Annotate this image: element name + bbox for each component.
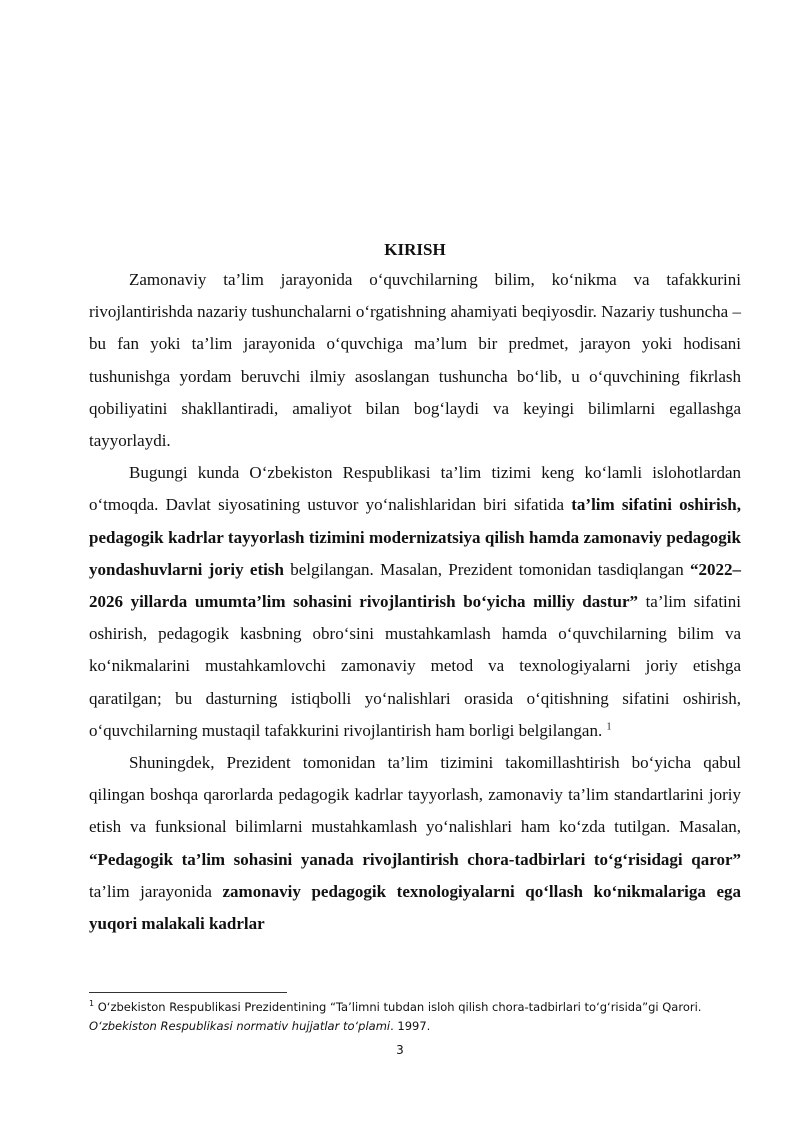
main-text <box>89 236 741 940</box>
footnote <box>89 998 741 1036</box>
paragraph-3-bold-b: zamonaviy pedagogik texnologiyalarni qo‘llash ko‘nikmalariga ega yuqori malakali kadrlar <box>89 881 742 934</box>
paragraph-3-bold-a: “Pedagogik ta’lim sohasini yanada rivojlantirish chora-tadbirlari to‘g‘risidagi qaror” <box>89 849 741 869</box>
paragraph-2-bold-b: “2022–2026 yillarda umumta’lim sohasini rivojlantirish bo‘yicha milliy dastur” <box>89 559 742 612</box>
page-number: 3 <box>396 1043 404 1057</box>
paragraph-2-bold-a: ta’lim sifatini oshirish, pedagogik kadrlar tayyorlash tizimini modernizatsiya qilish hamda zamonaviy pedagogik yondashuvlarni joriy etish <box>89 495 742 579</box>
paragraph-1: Zamonaviy ta’lim jarayonida o‘quvchilarning bilim, ko‘nikma va tafakkurini rivojlantirishda nazariy tushunchalarni o‘rgatishning ahamiyati beqiyosdir. Nazariy tushuncha – bu fan yoki ta’lim jarayonida o‘quvchiga ma’lum bir predmet, jarayon yoki hodisani tushunishga yordam beruvchi ilmiy asoslangan tushuncha bo‘lib, u o‘quvchining fikrlash qobiliyatini shakllantiradi, amaliyot bilan bog‘laydi va keyingi bilimlarni egallashga tayyorlaydi. <box>89 270 741 451</box>
paragraph-2-text-c: ta’lim sifatini oshirish, pedagogik kasbning obro‘sini mustahkamlash hamda o‘quvchilarning bilim va ko‘nikmalarini mustahkamlovchi zamonaviy metod va texnologiyalarni joriy etishga qaratilgan; bu dasturning istiqbolli yo‘nalishlari orasida o‘qitishning sifatini oshirish, o‘quvchilarning mustaqil tafakkurini rivojlantirish ham borligi belgilangan. <box>89 592 741 740</box>
footnote-divider <box>89 992 287 993</box>
paragraph-3-text-b: ta’lim jarayonida <box>89 881 223 901</box>
paragraph-3 <box>89 747 741 940</box>
section-heading: KIRISH <box>384 240 446 259</box>
footnote-marker: 1 <box>89 999 95 1009</box>
paragraph-2 <box>89 457 741 747</box>
footnote-text: O‘zbekiston Respublikasi Prezidentining “Ta’limni tubdan isloh qilish chora-tadbirlari to‘g‘risida”gi Qarori. <box>94 1000 702 1014</box>
footnote-reference[interactable]: 1 <box>606 721 612 733</box>
paragraph-2-text-a: Bugungi kunda O‘zbekiston Respublikasi ta’lim tizimi keng ko‘lamli islohotlardan o‘tmoqda. Davlat siyosatining ustuvor yo‘nalishlaridan biri sifatida <box>89 463 741 515</box>
paragraph-3-text-a: Shuningdek, Prezident tomonidan ta’lim tizimini takomillashtirish bo‘yicha qabul qilingan boshqa qarorlarda pedagogik kadrlar tayyorlash, zamonaviy ta’lim standartlarini joriy etish va funksional bilimlarni mustahkamlash yo‘nalishlari ham ko‘zda tutilgan. Masalan, <box>89 753 741 837</box>
footnote-year: . 1997. <box>390 1019 431 1033</box>
footnote-source: O‘zbekiston Respublikasi normativ hujjatlar to‘plami <box>89 1019 391 1033</box>
paragraph-2-text-b: belgilangan. Masalan, Prezident tomonidan tasdiqlangan <box>283 559 691 579</box>
